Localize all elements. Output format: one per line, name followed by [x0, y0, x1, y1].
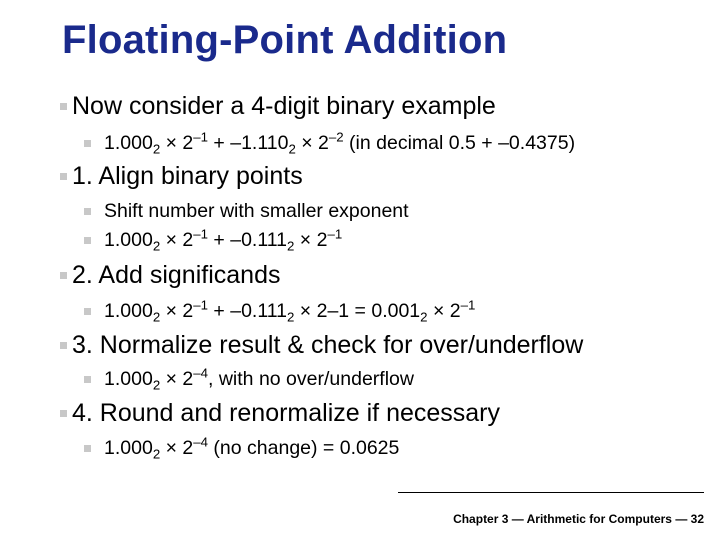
sub-bullet-item [84, 297, 476, 325]
bullet-text: 2. Add significands [72, 261, 281, 289]
bullet-marker [60, 272, 67, 279]
sub-bullet-item [84, 226, 343, 254]
slide-title: Floating-Point Addition [62, 18, 508, 62]
sub-bullet-text: $1.000_2 \times 2^{-1} + -0.111_2 \times 2-1 = 0.001_2 \times 2^{-1}$ [104, 297, 476, 325]
bullet-marker [84, 208, 91, 215]
bullet-marker [60, 103, 67, 110]
sub-bullet-item [84, 200, 409, 223]
bullet-item [60, 331, 583, 360]
bullet-text: Now consider a 4-digit binary example [72, 92, 496, 120]
footer-divider [398, 492, 704, 493]
bullet-marker [60, 410, 67, 417]
sub-bullet-item [84, 365, 414, 393]
bullet-marker [84, 445, 91, 452]
sub-bullet-item [84, 434, 400, 462]
bullet-marker [84, 376, 91, 383]
bullet-item [60, 162, 303, 191]
sub-bullet-text: $1.000_2 \times 2^{-4}$, with no over/underflow [104, 365, 414, 393]
bullet-marker [84, 308, 91, 315]
bullet-text: 1. Align binary points [72, 162, 303, 190]
sub-bullet-text: $1.000_2 \times 2^{-4}$ (no change) = 0.0625 [104, 434, 400, 462]
bullet-item [60, 92, 496, 121]
bullet-text: 4. Round and renormalize if necessary [72, 399, 501, 427]
sub-bullet-item [84, 129, 576, 157]
bullet-item [60, 261, 280, 290]
bullet-marker [84, 140, 91, 147]
slide-footer: Chapter 3 — Arithmetic for Computers — 32 [453, 512, 704, 526]
sub-bullet-text: $1.000_2 \times 2^{-1} + -1.110_2 \times 2^{-2}$ (in decimal 0.5 + –0.4375) [104, 129, 576, 157]
bullet-text: 3. Normalize result & check for over/underflow [72, 331, 584, 359]
bullet-item [60, 399, 500, 428]
sub-bullet-text: Shift number with smaller exponent [104, 200, 409, 222]
sub-bullet-text: $1.000_2 \times 2^{-1} + -0.111_2 \times 2^{-1}$ [104, 226, 343, 254]
bullet-marker [84, 237, 91, 244]
bullet-marker [60, 173, 67, 180]
bullet-marker [60, 342, 67, 349]
